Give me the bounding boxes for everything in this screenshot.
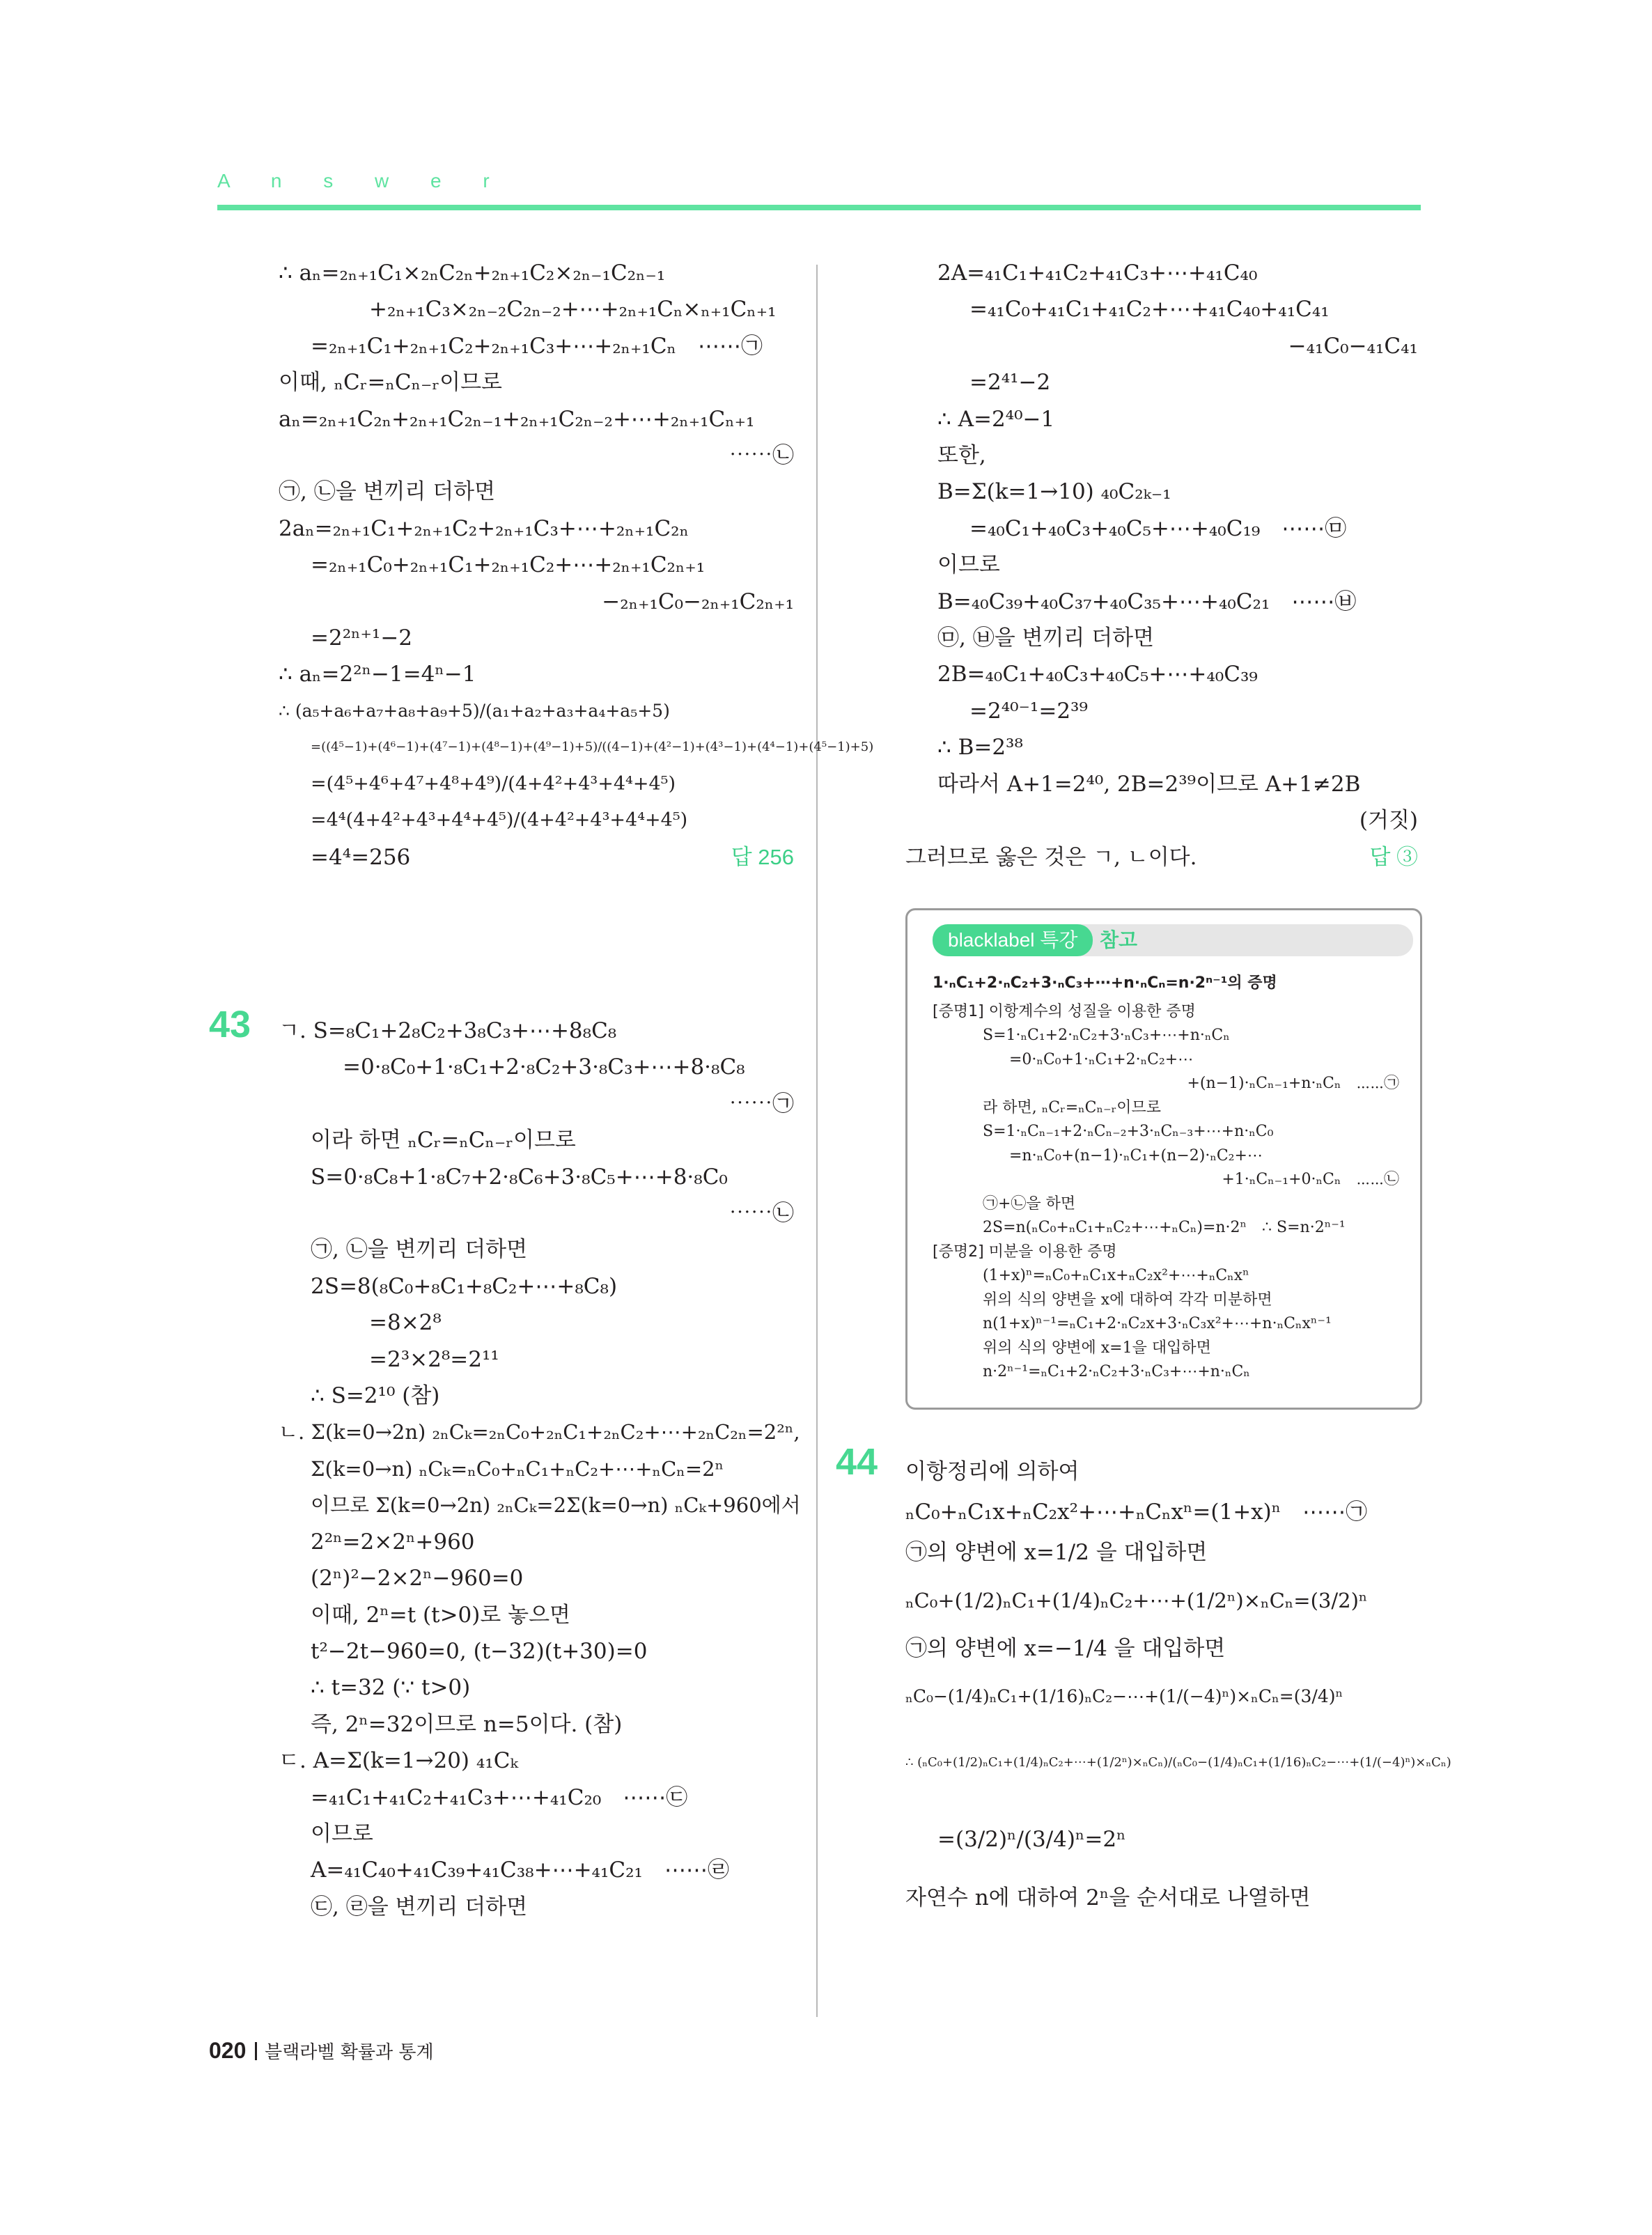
solution-line: ㉠의 양변에 x=1/2 을 대입하면 [905,1540,1208,1565]
solution-line: =2²ⁿ⁺¹−2 [311,625,413,651]
note-line: 라 하면, ₙCᵣ=ₙCₙ₋ᵣ이므로 [983,1098,1162,1116]
solution-line: 또한, [937,443,986,469]
solution-line: =(4⁵+4⁶+4⁷+4⁸+4⁹)/(4+4²+4³+4⁴+4⁵) [311,772,676,795]
solution-line: =2⁴¹−2 [969,370,1051,396]
solution-line: ∴ (a₅+a₆+a₇+a₈+a₉+5)/(a₁+a₂+a₃+a₄+a₅+5) [279,700,670,721]
note-line: +1·ₙCₙ₋₁+0·ₙCₙ ⋯⋯㉡ [1222,1171,1399,1188]
question-number-44: 44 [836,1441,878,1483]
solution-line: 이므로 [937,552,1000,578]
solution-line: 2A=₄₁C₁+₄₁C₂+₄₁C₃+⋯+₄₁C₄₀ [937,260,1258,286]
footer-separator [255,2042,257,2060]
solution-line: 따라서 A+1=2⁴⁰, 2B=2³⁹이므로 A+1≠2B [937,771,1361,797]
solution-line: =2⁴⁰⁻¹=2³⁹ [969,698,1088,724]
book-title: 블랙라벨 확률과 통계 [265,2042,434,2063]
solution-line: 2S=8(₈C₀+₈C₁+₈C₂+⋯+₈C₈) [311,1273,618,1299]
solution-line: =((4⁵−1)+(4⁶−1)+(4⁷−1)+(4⁸−1)+(4⁹−1)+5)/((4−1)+(4²−1)+(4³−1)+(4⁴−1)+(4⁵−1)+5) [311,740,874,755]
note-line: =n·ₙC₀+(n−1)·ₙC₁+(n−2)·ₙC₂+⋯ [1009,1146,1263,1165]
note-line: n(1+x)ⁿ⁻¹=ₙC₁+2·ₙC₂x+3·ₙC₃x²+⋯+n·ₙCₙxⁿ⁻¹ [983,1315,1332,1332]
note-line: n·2ⁿ⁻¹=ₙC₁+2·ₙC₂+3·ₙC₃+⋯+n·ₙCₙ [983,1363,1250,1380]
page-number: 020 [209,2038,247,2063]
solution-line: =₂ₙ₊₁C₁+₂ₙ₊₁C₂+₂ₙ₊₁C₃+⋯+₂ₙ₊₁Cₙ ⋯⋯㉠ [311,333,763,359]
left-solution-continued [279,255,874,875]
solution-line: ∴ aₙ=2²ⁿ−1=4ⁿ−1 [279,662,476,687]
solution-line: =4⁴(4+4²+4³+4⁴+4⁵)/(4+4²+4³+4⁴+4⁵) [311,809,688,832]
equation-tag: ⋯⋯㉡ [729,1201,794,1226]
solution-line: 2aₙ=₂ₙ₊₁C₁+₂ₙ₊₁C₂+₂ₙ₊₁C₃+⋯+₂ₙ₊₁C₂ₙ [279,515,689,541]
solution-line: A=₄₁C₄₀+₄₁C₃₉+₄₁C₃₈+⋯+₄₁C₂₁ ⋯⋯㉣ [311,1858,729,1883]
solution-line: ㉤, ㉥을 변끼리 더하면 [937,625,1155,651]
question-number-43: 43 [209,1004,251,1045]
note-line: S=1·ₙC₁+2·ₙC₂+3·ₙC₃+⋯+n·ₙCₙ [983,1027,1230,1044]
note-line: (1+x)ⁿ=ₙC₀+ₙC₁x+ₙC₂x²+⋯+ₙCₙxⁿ [983,1267,1249,1284]
solution-line: 이때, 2ⁿ=t (t>0)로 놓으면 [311,1602,571,1628]
solution-line: 이므로 Σ(k=0→2n) ₂ₙCₖ=2Σ(k=0→n) ₙCₖ+960에서 [311,1493,801,1518]
solution-line: 이므로 [311,1821,373,1846]
note-line: 위의 식의 양변을 x에 대하여 각각 미분하면 [983,1291,1272,1309]
right-solution-continued [905,255,1418,875]
answer-badge: 답 ③ [1369,844,1418,869]
solution-line: ㄴ. Σ(k=0→2n) ₂ₙCₖ=₂ₙC₀+₂ₙC₁+₂ₙC₂+⋯+₂ₙC₂ₙ=2²ⁿ, [279,1420,800,1444]
solution-line: B=Σ(k=1→10) ₄₀C₂ₖ₋₁ [937,479,1171,505]
solution-line: aₙ=₂ₙ₊₁C₂ₙ+₂ₙ₊₁C₂ₙ₋₁+₂ₙ₊₁C₂ₙ₋₂+⋯+₂ₙ₊₁Cₙ₊₁ [279,406,755,432]
note-title: 1·ₙC₁+2·ₙC₂+3·ₙC₃+⋯+n·ₙCₙ=n·2ⁿ⁻¹의 증명 [933,974,1277,992]
answer-header: A n s w e r [217,170,508,192]
solution-line: =₄₀C₁+₄₀C₃+₄₀C₅+⋯+₄₀C₁₉ ⋯⋯㉤ [969,515,1347,541]
note-header-bar [933,924,1413,956]
column-divider [816,265,818,2017]
note-tag: 참고 [1100,929,1138,951]
solution-line: ∴ A=2⁴⁰−1 [937,406,1055,432]
note-line: =0·ₙC₀+1·ₙC₁+2·ₙC₂+⋯ [1009,1050,1194,1068]
question-43-solution [279,1013,801,1925]
solution-line: 즉, 2ⁿ=32이므로 n=5이다. (참) [311,1711,623,1737]
solution-line: =0·₈C₀+1·₈C₁+2·₈C₂+3·₈C₃+⋯+8·₈C₈ [343,1054,745,1080]
solution-line: −₄₁C₀−₄₁C₄₁ [1288,333,1418,359]
solution-line: ㉢, ㉣을 변끼리 더하면 [311,1894,528,1919]
solution-line: B=₄₀C₃₉+₄₀C₃₇+₄₀C₃₅+⋯+₄₀C₂₁ ⋯⋯㉥ [937,589,1357,614]
solution-line: =₄₁C₀+₄₁C₁+₄₁C₂+⋯+₄₁C₄₀+₄₁C₄₁ [969,297,1330,322]
solution-line: =8×2⁸ [369,1310,442,1336]
solution-line: S=0·₈C₈+1·₈C₇+2·₈C₆+3·₈C₅+⋯+8·₈C₀ [311,1164,728,1190]
note-line: ㉠+㉡을 하면 [983,1194,1076,1213]
solution-line: ㄷ. A=Σ(k=1→20) ₄₁Cₖ [279,1748,518,1774]
note-line: [증명1] 이항계수의 성질을 이용한 증명 [933,1002,1196,1020]
answer-badge: 답 256 [731,844,794,869]
note-line: 2S=n(ₙC₀+ₙC₁+ₙC₂+⋯+ₙCₙ)=n·2ⁿ ∴ S=n·2ⁿ⁻¹ [983,1219,1346,1236]
solution-line: ㉠, ㉡을 변끼리 더하면 [311,1237,528,1263]
solution-line: ㉠의 양변에 x=−1/4 을 대입하면 [905,1636,1226,1661]
question-44-solution [905,1451,1451,1918]
solution-line: ∴ S=2¹⁰ (참) [311,1383,440,1409]
solution-line: 2²ⁿ=2×2ⁿ+960 [311,1529,475,1555]
solution-line: ₙC₀+ₙC₁x+ₙC₂x²+⋯+ₙCₙxⁿ=(1+x)ⁿ ⋯⋯㉠ [905,1500,1368,1525]
header-rule [217,205,1421,210]
note-line: S=1·ₙCₙ₋₁+2·ₙCₙ₋₂+3·ₙCₙ₋₃+⋯+n·ₙC₀ [983,1123,1274,1140]
conclusion-line: 그러므로 옳은 것은 ㄱ, ㄴ이다. [905,844,1197,870]
solution-line: 자연수 n에 대하여 2ⁿ을 순서대로 나열하면 [905,1885,1311,1910]
solution-line: =2³×2⁸=2¹¹ [369,1346,499,1372]
solution-line: ₙC₀+(1/2)ₙC₁+(1/4)ₙC₂+⋯+(1/2ⁿ)×ₙCₙ=(3/2)ⁿ [905,1589,1368,1612]
solution-line: −₂ₙ₊₁C₀−₂ₙ₊₁C₂ₙ₊₁ [602,589,794,614]
solution-line: ∴ (ₙC₀+(1/2)ₙC₁+(1/4)ₙC₂+⋯+(1/2ⁿ)×ₙCₙ)/(ₙC₀−(1/4)ₙC₁+(1/16)ₙC₂−⋯+(1/(−4)ⁿ)×ₙCₙ) [905,1755,1451,1770]
note-label-pill: blacklabel 특강 [933,924,1093,956]
solution-line: ∴ t=32 (∵ t>0) [311,1675,471,1701]
solution-line: ∴ aₙ=₂ₙ₊₁C₁×₂ₙC₂ₙ+₂ₙ₊₁C₂×₂ₙ₋₁C₂ₙ₋₁ [279,260,666,286]
solution-line: +₂ₙ₊₁C₃×₂ₙ₋₂C₂ₙ₋₂+⋯+₂ₙ₊₁Cₙ×ₙ₊₁Cₙ₊₁ [369,297,777,322]
note-line: +(n−1)·ₙCₙ₋₁+n·ₙCₙ ⋯⋯㉠ [1187,1075,1399,1092]
solution-line: =₂ₙ₊₁C₀+₂ₙ₊₁C₁+₂ₙ₊₁C₂+⋯+₂ₙ₊₁C₂ₙ₊₁ [311,552,706,578]
solution-line: 이때, ₙCᵣ=ₙCₙ₋ᵣ이므로 [279,370,502,396]
solution-line: (2ⁿ)²−2×2ⁿ−960=0 [311,1566,524,1591]
solution-line: ∴ B=2³⁸ [937,735,1023,761]
equation-tag: ⋯⋯㉡ [729,443,794,469]
solution-line: (거짓) [1359,808,1418,834]
solution-line: 2B=₄₀C₁+₄₀C₃+₄₀C₅+⋯+₄₀C₃₉ [937,662,1258,687]
solution-line: =₄₁C₁+₄₁C₂+₄₁C₃+⋯+₄₁C₂₀ ⋯⋯㉢ [311,1784,688,1810]
solution-line: =4⁴=256 [311,844,411,870]
solution-line: Σ(k=0→n) ₙCₖ=ₙC₀+ₙC₁+ₙC₂+⋯+ₙCₙ=2ⁿ [311,1456,724,1481]
note-line: [증명2] 미분을 이용한 증명 [933,1243,1117,1261]
solution-line: ₙC₀−(1/4)ₙC₁+(1/16)ₙC₂−⋯+(1/(−4)ⁿ)×ₙCₙ=(3/4)ⁿ [905,1686,1343,1706]
blacklabel-note-box [905,908,1422,1410]
solution-line: =(3/2)ⁿ/(3/4)ⁿ=2ⁿ [937,1827,1126,1852]
equation-tag: ⋯⋯㉠ [729,1091,794,1116]
note-line: 위의 식의 양변에 x=1을 대입하면 [983,1339,1211,1357]
solution-line: ㉠, ㉡을 변끼리 더하면 [279,479,496,505]
solution-line: t²−2t−960=0, (t−32)(t+30)=0 [311,1638,648,1664]
note-body [933,972,1399,1385]
solution-line: 이라 하면 ₙCᵣ=ₙCₙ₋ᵣ이므로 [311,1128,576,1153]
solution-line: 이항정리에 의하여 [905,1459,1080,1484]
solution-line: ㄱ. S=₈C₁+2₈C₂+3₈C₃+⋯+8₈C₈ [279,1018,617,1043]
